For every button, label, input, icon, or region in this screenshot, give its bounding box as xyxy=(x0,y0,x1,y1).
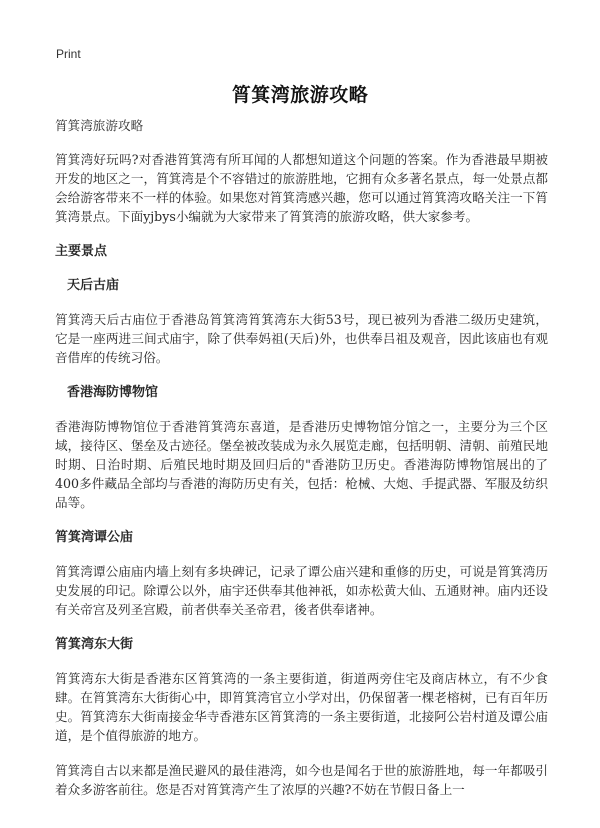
paragraph-coastal-defence-museum: 香港海防博物馆位于香港筲箕湾东喜道，是香港历史博物馆分馆之一，主要分为三个区域，接待区、堡垒及古迹径。堡垒被改装成为永久展览走廊，包括明朝、清朝、前殖民地时期、日治时期、后殖民地时期及回归后的"香港防卫历史。香港海防博物馆展出的了400多件藏品全部均与香港的海防历史有关，包括：枪械、大炮、手提武器、军服及纺织品等。 xyxy=(55,419,548,510)
print-link[interactable]: Print xyxy=(56,47,81,61)
heading-tin-hau-temple: 天后古庙 xyxy=(67,278,120,293)
section-heading-main-attractions: 主要景点 xyxy=(55,244,108,259)
page-title: 筲箕湾旅游攻略 xyxy=(231,84,369,106)
paragraph-main-street-east: 筲箕湾东大街是香港东区筲箕湾的一条主要街道，街道两旁住宅及商店林立，有不少食肆。在筲箕湾东大街街心中，即筲箕湾官立小学对出，仍保留著一棵老榕树，已有百年历史。筲箕湾东大街南接金华寺香港东区筲箕湾的一条主要街道，北接阿公岩村道及谭公庙道，是个值得旅游的地方。 xyxy=(55,671,548,743)
intro-paragraph: 筲箕湾好玩吗?对香港筲箕湾有所耳闻的人都想知道这个问题的答案。作为香港最早期被开发的地区之一，筲箕湾是个不容错过的旅游胜地，它拥有众多著名景点，每一处景点都会给游客带来不一样的体验。如果您对筲箕湾感兴趣，您可以通过筲箕湾攻略关注一下筲箕湾景点。下面yjbys小编就为大家带来了筲箕湾的旅游攻略，供大家参考。 xyxy=(55,152,548,224)
paragraph-tam-kung-temple: 筲箕湾谭公庙庙内墙上刻有多块碑记，记录了谭公庙兴建和重修的历史，可说是筲箕湾历史发展的印记。除谭公以外，庙宇还供奉其他神祇，如赤松黄大仙、五通财神。庙内还设有关帝宫及列圣宫殿，前者供奉关圣帝君，後者供奉诸神。 xyxy=(55,564,548,617)
heading-coastal-defence-museum: 香港海防博物馆 xyxy=(67,385,159,400)
article-subtitle: 筲箕湾旅游攻略 xyxy=(55,118,144,133)
heading-main-street-east: 筲箕湾东大街 xyxy=(55,637,134,652)
closing-paragraph: 筲箕湾自古以来都是渔民避风的最佳港湾，如今也是闻名于世的旅游胜地，每一年都吸引着众多游客前往。您是否对筲箕湾产生了浓厚的兴趣?不妨在节假日备上一 xyxy=(55,763,548,797)
article-body xyxy=(55,116,548,815)
paragraph-tin-hau-temple: 筲箕湾天后古庙位于香港岛筲箕湾筲箕湾东大街53号，现已被列为香港二级历史建筑，它是一座两进三间式庙宇，除了供奉妈祖(天后)外，也供奉吕祖及观音，因此该庙也有观音借库的传统习俗。 xyxy=(55,312,548,365)
heading-tam-kung-temple: 筲箕湾谭公庙 xyxy=(55,530,134,545)
